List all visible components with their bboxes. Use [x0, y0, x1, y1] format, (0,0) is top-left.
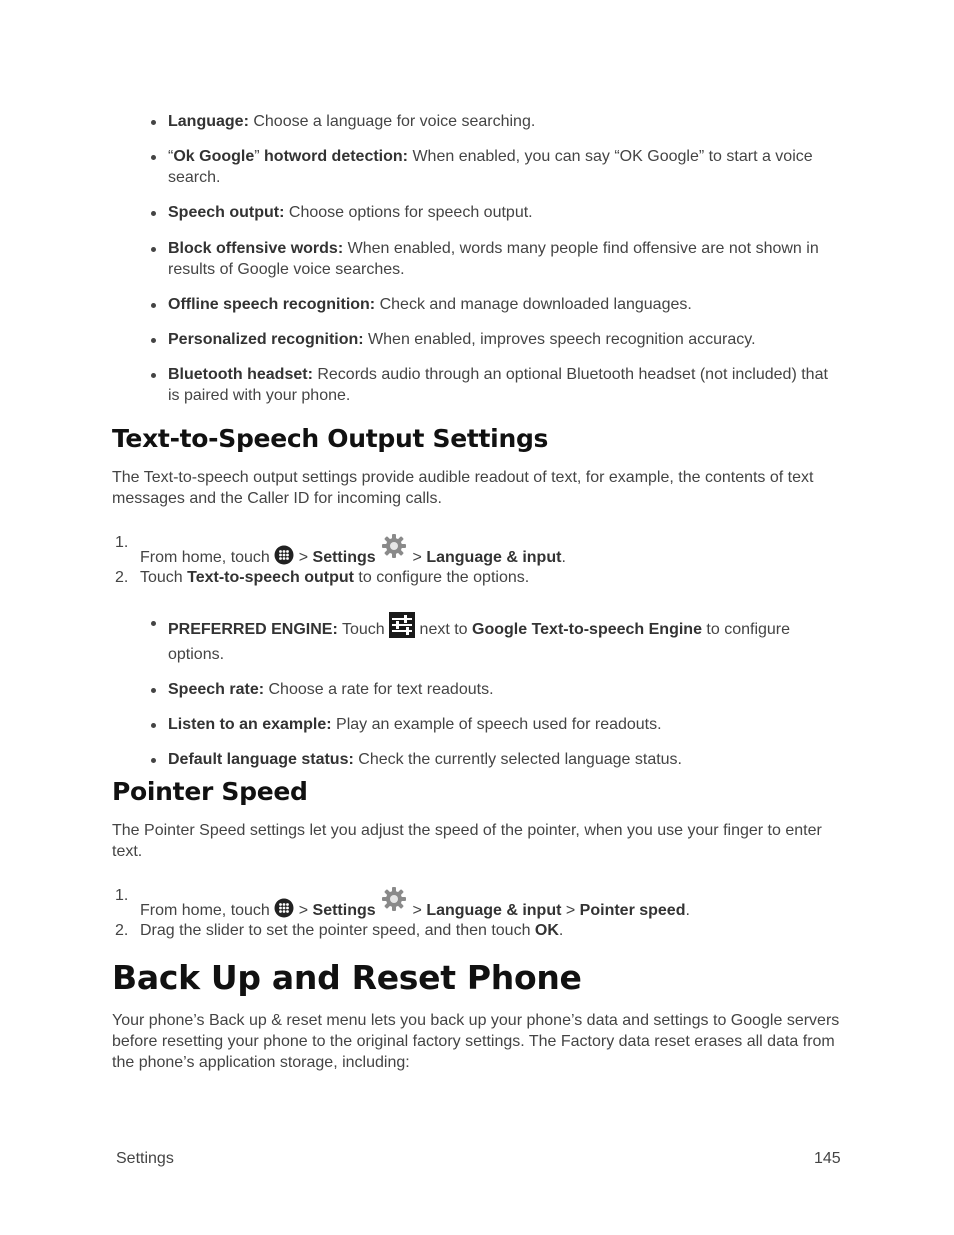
tts-options-list	[150, 612, 840, 770]
pointer-speed-intro: The Pointer Speed settings let you adjust the speed of the pointer, when you use your finger to enter text.	[112, 822, 822, 860]
pointer-speed-heading: Pointer Speed	[112, 777, 308, 806]
settings-gear-icon[interactable]	[380, 885, 408, 919]
backup-reset-intro: Your phone’s Back up & reset menu lets you back up your phone’s data and settings to Google servers before resetting your phone to the original factory settings. The Factory data reset erases all data from the phone’s application storage, including:	[112, 1012, 840, 1071]
list-item: Offline speech recognition: Check and manage downloaded languages.	[150, 294, 840, 315]
voice-settings-list	[150, 111, 840, 406]
list-item: Speech rate: Choose a rate for text readouts.	[150, 679, 840, 700]
tts-heading: Text-to-Speech Output Settings	[112, 424, 549, 453]
list-item: Bluetooth headset: Records audio through an optional Bluetooth headset (not included) that is paired with your phone.	[150, 364, 840, 406]
tts-intro: The Text-to-speech output settings provide audible readout of text, for example, the contents of text messages and the Caller ID for incoming calls.	[112, 469, 814, 507]
settings-gear-icon[interactable]	[380, 532, 408, 566]
list-item: Block offensive words: When enabled, words many people find offensive are not shown in results of Google voice searches.	[150, 238, 840, 280]
footer-page-number: 145	[814, 1150, 841, 1167]
footer-section: Settings	[116, 1150, 174, 1167]
list-item: Default language status: Check the currently selected language status.	[150, 749, 840, 770]
list-item: Speech output: Choose options for speech output.	[150, 202, 840, 223]
list-item: Personalized recognition: When enabled, improves speech recognition accuracy.	[150, 329, 840, 350]
list-item: Language: Choose a language for voice searching.	[150, 111, 840, 132]
list-item: Listen to an example: Play an example of speech used for readouts.	[150, 714, 840, 735]
engine-settings-icon[interactable]	[389, 612, 415, 644]
backup-reset-heading: Back Up and Reset Phone	[112, 958, 582, 997]
list-item: “Ok Google” hotword detection: When enabled, you can say “OK Google” to start a voice search.	[150, 146, 840, 188]
list-item: PREFERRED ENGINE: Touch next to Google Text-to-speech Engine to configure options.	[150, 612, 840, 665]
